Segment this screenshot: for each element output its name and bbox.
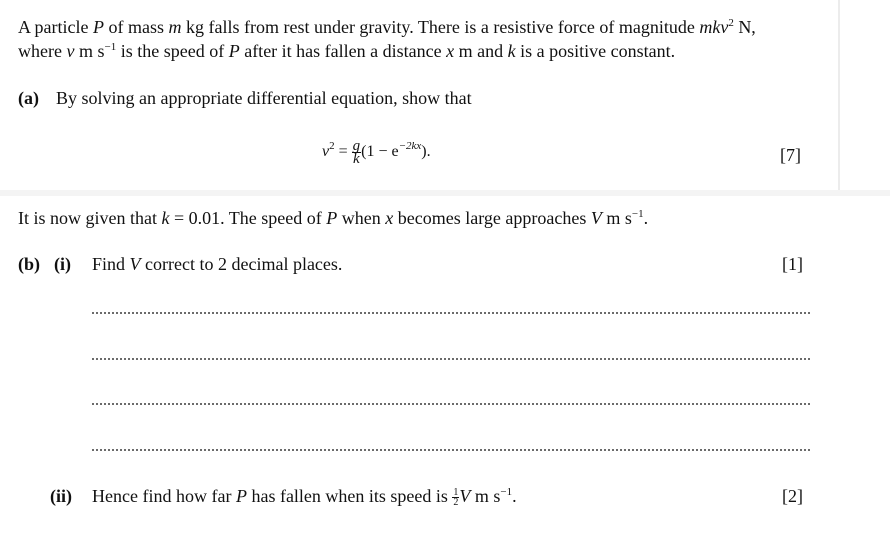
- var-p: P: [92, 17, 104, 37]
- text: after it has fallen a distance: [239, 41, 447, 61]
- var-p: P: [326, 208, 338, 228]
- part-b-ii-text: [92, 486, 517, 507]
- text: Find: [92, 254, 130, 274]
- text: (1 − e: [361, 143, 399, 161]
- text: m s: [601, 208, 632, 228]
- text: correct to 2 decimal places.: [140, 254, 343, 274]
- numerator: g: [352, 138, 361, 154]
- part-a-equation: [322, 140, 431, 165]
- text: m and: [454, 41, 508, 61]
- part-b-i-text: [92, 254, 342, 274]
- answer-line[interactable]: [92, 358, 810, 360]
- part-a-text: By solving an appropriate differential equation, show that: [56, 88, 472, 108]
- text: It is now given that: [18, 208, 162, 228]
- text: N,: [733, 17, 756, 37]
- intro-line-2: [18, 41, 675, 61]
- var-mkv: mkv: [699, 17, 729, 37]
- equals: =: [334, 143, 352, 161]
- text: .: [512, 486, 517, 506]
- exponent: −1: [500, 486, 513, 498]
- var-v: V: [459, 486, 471, 506]
- text: Hence find how far: [92, 486, 236, 506]
- part-a-label: (a): [18, 88, 39, 108]
- part-a-marks: [7]: [780, 145, 801, 165]
- text: m s: [470, 486, 501, 506]
- text: ).: [421, 143, 431, 161]
- text: = 0.01. The speed of: [169, 208, 327, 228]
- fraction-g-over-k: [352, 140, 362, 165]
- given-line: [18, 208, 648, 228]
- part-b-label: (b): [18, 254, 40, 274]
- var-v: V: [590, 208, 602, 228]
- var-x: x: [446, 41, 455, 61]
- answer-line[interactable]: [92, 312, 810, 314]
- text: of mass: [103, 17, 169, 37]
- var-m: m: [168, 17, 182, 37]
- exponent: −1: [104, 41, 117, 53]
- text: has fallen when its speed is: [246, 486, 453, 506]
- var-p: P: [228, 41, 240, 61]
- intro-line-1: [18, 17, 756, 37]
- answer-line[interactable]: [92, 449, 810, 451]
- denominator: 2: [453, 497, 459, 509]
- var-v: v: [66, 41, 75, 61]
- denominator: k: [353, 151, 360, 167]
- text: when: [337, 208, 386, 228]
- text: is the speed of: [116, 41, 229, 61]
- part-b-ii-label: (ii): [50, 486, 72, 506]
- text: where: [18, 41, 67, 61]
- numerator: 1: [453, 487, 459, 499]
- text: is a positive constant.: [515, 41, 676, 61]
- text: kg falls from rest under gravity. There is a resistive force of magnitude: [181, 17, 700, 37]
- var-v: V: [129, 254, 141, 274]
- var-p: P: [235, 486, 247, 506]
- var-k: k: [161, 208, 170, 228]
- text: becomes large approaches: [393, 208, 591, 228]
- text: A particle: [18, 17, 93, 37]
- exponent: −2kx: [398, 140, 422, 153]
- answer-line[interactable]: [92, 403, 810, 405]
- part-b-i-label: (i): [54, 254, 71, 274]
- part-b-ii-marks: [2]: [782, 486, 803, 506]
- section-divider: [0, 190, 890, 196]
- text: .: [643, 208, 649, 228]
- var-k: k: [507, 41, 516, 61]
- text: m s: [74, 41, 105, 61]
- exponent: −1: [631, 208, 644, 220]
- exponent: 2: [329, 140, 335, 153]
- var-x: x: [385, 208, 394, 228]
- part-b-i-marks: [1]: [782, 254, 803, 274]
- exponent: 2: [728, 17, 734, 29]
- var-v: v: [322, 143, 330, 161]
